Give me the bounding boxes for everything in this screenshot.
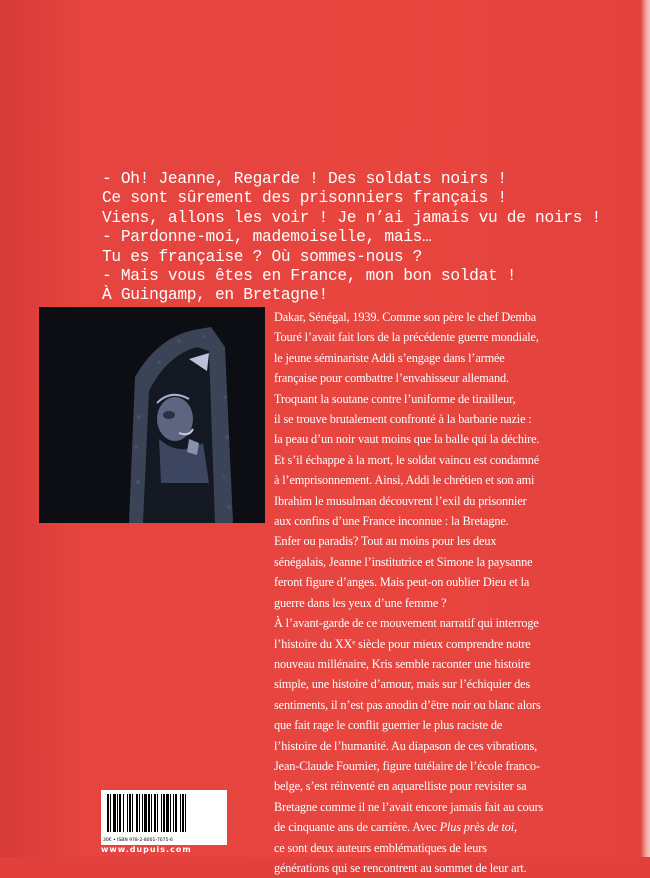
quote-line: - Mais vous êtes en France, mon bon soldat !: [102, 267, 517, 286]
synopsis-line: la peau d’un noir vaut moins que la balle qui la déchire.: [274, 432, 540, 447]
barcode-bar: [182, 794, 184, 832]
synopsis-line: belge, s’est réinventé en aquarelliste pour revisiter sa: [274, 779, 527, 794]
barcode-bar: [136, 794, 138, 832]
synopsis-text: [274, 307, 604, 878]
barcode-bar: [127, 794, 128, 832]
synopsis-line: [274, 817, 604, 837]
book-title: Plus près de toi,: [439, 820, 517, 835]
quote-line: - Pardonne-moi, mademoiselle, mais…: [102, 228, 432, 247]
quote-line: Tu es française ? Où sommes-nous ?: [102, 247, 423, 266]
barcode-bar: [173, 794, 174, 832]
quote-line: Ce sont sûrement des prisonniers français !: [102, 189, 507, 208]
quote-line: - Oh! Jeanne, Regarde ! Des soldats noirs !: [102, 170, 507, 188]
synopsis-line: Bretagne comme il ne l’avait encore jamais fait au cours: [274, 799, 544, 814]
synopsis-line: sentiments, il n’est pas anodin d’être noir ou blanc alors: [274, 697, 541, 712]
synopsis-line: générations qui se rencontrent au sommet de leur art.: [274, 860, 527, 875]
synopsis-line: Enfer ou paradis? Tout au moins pour les deux: [274, 534, 497, 549]
barcode-bar: [107, 794, 109, 832]
synopsis-line: nouveau millénaire, Kris semble raconter une histoire: [274, 656, 531, 671]
barcode-bar: [119, 794, 121, 832]
isbn-price: 30€ • ISBN 978-2-8001-7075-6: [103, 838, 173, 843]
synopsis-line: que fait rage le conflit guerrier le plus raciste de: [274, 718, 503, 733]
synopsis-line: Dakar, Sénégal, 1939. Comme son père le chef Demba: [274, 310, 537, 324]
illustration-art: [39, 307, 265, 523]
synopsis-line: simple, une histoire d’amour, mais sur l’échiquier des: [274, 677, 531, 692]
synopsis-line: À l’avant-garde de ce mouvement narratif qui interroge: [274, 616, 539, 631]
cover-edge: [640, 0, 650, 857]
barcode-bar: [123, 794, 124, 832]
barcode-bar: [161, 794, 162, 832]
synopsis-line: française pour combattre l’envahisseur allemand.: [274, 371, 509, 386]
synopsis-line: aux confins d’une France inconnue : la Bretagne.: [274, 514, 509, 529]
barcode-bar: [170, 794, 171, 832]
synopsis-line: sénégalais, Jeanne l’institutrice et Simone la paysanne: [274, 554, 533, 569]
synopsis-line: feront figure d’anges. Mais peut-on oublier Dieu et la: [274, 575, 530, 590]
barcode-bar: [144, 794, 147, 832]
synopsis-line: guerre dans les yeux d’une femme ?: [274, 595, 447, 610]
synopsis-line: Ibrahim le musulman découvrent l’exil du prisonnier: [274, 493, 527, 508]
synopsis-line: le jeune séminariste Addi s’engage dans l’armée: [274, 350, 505, 365]
barcode-bar: [139, 794, 140, 832]
synopsis-line: l’histoire du XXᵉ siècle pour mieux comprendre notre: [274, 636, 531, 651]
comic-illustration: [39, 307, 265, 523]
barcode-bar: [110, 794, 111, 832]
barcode-bar: [117, 794, 118, 832]
barcode-bar: [142, 794, 143, 832]
barcode-bar: [157, 794, 158, 832]
quote-line: À Guingamp, en Bretagne!: [102, 286, 328, 305]
synopsis-line: Jean-Claude Fournier, figure tutélaire de l’école franco-: [274, 758, 540, 773]
synopsis-line: Et s’il échappe à la mort, le soldat vaincu est condamné: [274, 452, 540, 467]
synopsis-line: l’histoire de l’humanité. Au diapason de ces vibrations,: [274, 738, 538, 753]
barcode-bar: [163, 794, 165, 832]
quote-line: Viens, allons les voir ! Je n’ai jamais vu de noirs !: [102, 208, 601, 227]
barcode-bar: [151, 794, 152, 832]
barcode: [101, 790, 227, 845]
barcode-bar: [129, 794, 131, 832]
synopsis-line: Touré l’avait fait lors de la précédente guerre mondiale,: [274, 330, 539, 345]
synopsis-line: à l’emprisonnement. Ainsi, Addi le chrétien et son ami: [274, 473, 535, 488]
dialogue-quote: [102, 170, 642, 306]
barcode-bar: [175, 794, 177, 832]
barcode-bar: [148, 794, 150, 832]
barcode-bar: [113, 794, 116, 832]
synopsis-line: ce sont deux auteurs emblématiques de leurs: [274, 840, 487, 855]
barcode-bar: [185, 794, 186, 832]
publisher-url: www.dupuis.com: [101, 845, 192, 854]
barcode-bar: [166, 794, 169, 832]
barcode-bar: [132, 794, 133, 832]
barcode-bars: [101, 790, 227, 836]
barcode-bar: [154, 794, 156, 832]
synopsis-line: Troquant la soutane contre l’uniforme de tirailleur,: [274, 391, 516, 406]
barcode-bar: [180, 794, 181, 832]
synopsis-line-start: de cinquante ans de carrière. Avec: [274, 820, 440, 835]
synopsis-line: il se trouve brutalement confronté à la barbarie nazie :: [274, 412, 532, 427]
